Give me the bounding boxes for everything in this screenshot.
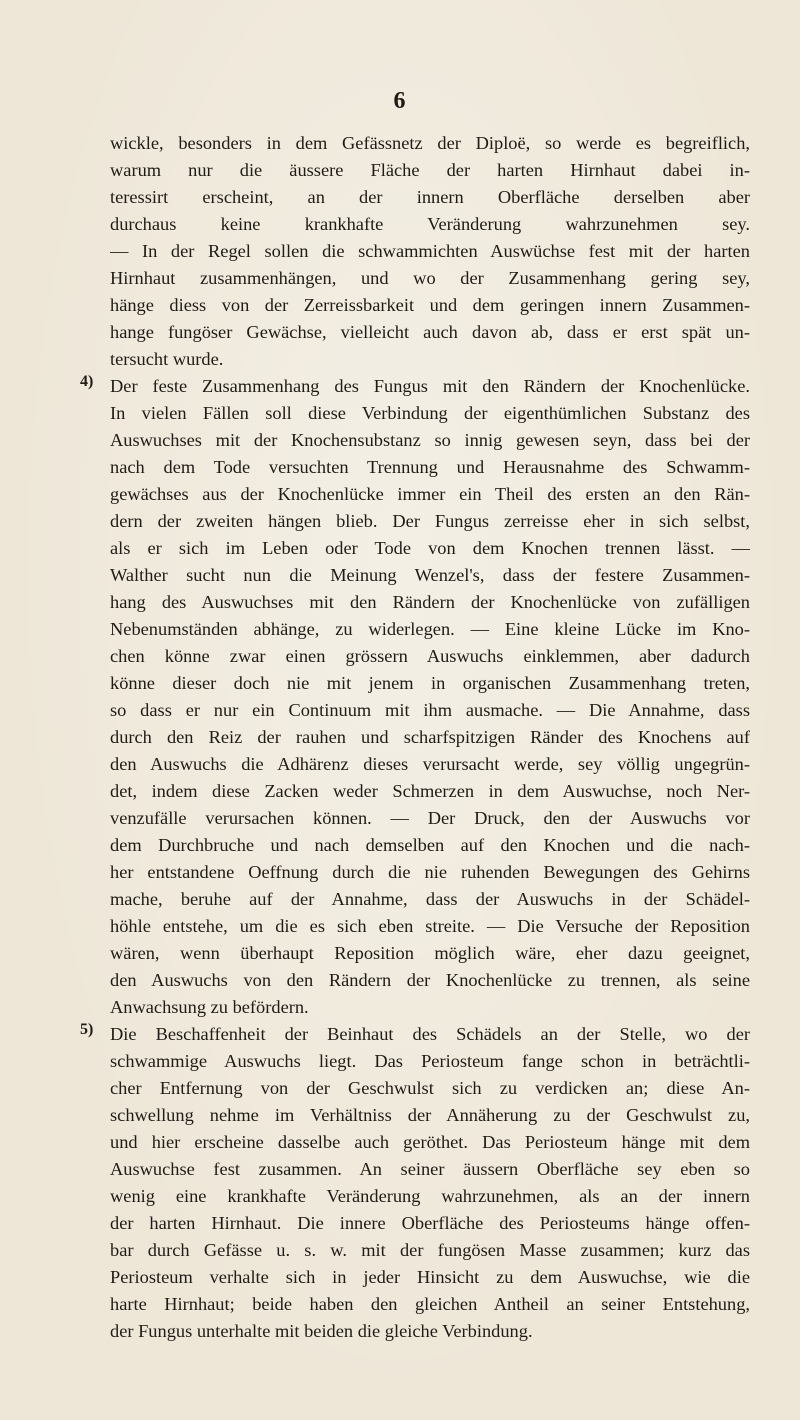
text-line: Die Beschaffenheit der Beinhaut des Schädels an der Stelle, wo der <box>110 1024 750 1044</box>
page-number: 6 <box>393 88 407 114</box>
text-line: In vielen Fällen soll diese Verbindung der eigenthümlichen Substanz des <box>110 403 750 423</box>
item-5 <box>80 1021 750 1048</box>
text-line: bar durch Gefässe u. s. w. mit der fungösen Masse zusammen; kurz das <box>110 1240 750 1260</box>
text-line: durchaus keine krankhafte Veränderung wahrzunehmen sey. <box>110 214 750 234</box>
text-line: könne dieser doch nie mit jenem in organischen Zusammenhang treten, <box>110 673 750 693</box>
text-line: her entstandene Oeffnung durch die nie ruhenden Bewegungen des Gehirns <box>110 862 750 882</box>
text-line: Anwachsung zu befördern. <box>110 997 309 1017</box>
text-line: gewächses aus der Knochenlücke immer ein Theil des ersten an den Rän- <box>110 484 750 504</box>
text-line: der Fungus unterhalte mit beiden die gleiche Verbindung. <box>110 1321 533 1341</box>
text-line: hange fungöser Gewächse, vielleicht auch davon ab, dass er erst spät un- <box>110 322 750 342</box>
text-line: Auswuchse fest zusammen. An seiner äussern Oberfläche sey eben so <box>110 1159 750 1179</box>
text-line: Auswuchses mit der Knochensubstanz so innig gewesen seyn, dass bei der <box>110 430 750 450</box>
text-line: Nebenumständen abhänge, zu widerlegen. — Eine kleine Lücke im Kno- <box>110 619 750 639</box>
text-line: teressirt erscheint, an der innern Oberfläche derselben aber <box>110 187 750 207</box>
text-line: Der feste Zusammenhang des Fungus mit den Rändern der Knochenlücke. <box>110 376 750 396</box>
text-line: chen könne zwar einen grössern Auswuchs einklemmen, aber dadurch <box>110 646 750 666</box>
text-line: schwellung nehme im Verhältniss der Annäherung zu der Geschwulst zu, <box>110 1105 750 1125</box>
text-line: wickle, besonders in dem Gefässnetz der Diploë, so werde es begreiflich, <box>110 133 750 153</box>
text-line: hänge diess von der Zerreissbarkeit und dem geringen innern Zusammen- <box>110 295 750 315</box>
text-line: als er sich im Leben oder Tode von dem Knochen trennen lässt. — <box>110 538 750 558</box>
item-number: 4) <box>80 373 94 390</box>
text-line: hang des Auswuchses mit den Rändern der Knochenlücke von zufälligen <box>110 592 750 612</box>
item-4 <box>80 373 750 400</box>
text-line: mache, beruhe auf der Annahme, dass der Auswuchs in der Schädel- <box>110 889 750 909</box>
text-line: warum nur die äussere Fläche der harten Hirnhaut dabei in- <box>110 160 750 180</box>
text-line: tersucht wurde. <box>110 349 224 369</box>
text-line: det, indem diese Zacken weder Schmerzen in dem Auswuchse, noch Ner- <box>110 781 750 801</box>
text-line: höhle entstehe, um die es sich eben streite. — Die Versuche der Reposition <box>110 916 750 936</box>
text-line: wenig eine krankhafte Veränderung wahrzunehmen, als an der innern <box>110 1186 750 1206</box>
body-text <box>80 130 750 1345</box>
text-line: dem Durchbruche und nach demselben auf den Knochen und die nach- <box>110 835 750 855</box>
text-line: Hirnhaut zusammenhängen, und wo der Zusammenhang gering sey, <box>110 268 750 288</box>
text-line: der harten Hirnhaut. Die innere Oberfläche des Periosteums hänge offen- <box>110 1213 750 1233</box>
text-line: durch den Reiz der rauhen und scharfspitzigen Ränder des Knochens auf <box>110 727 750 747</box>
text-line: so dass er nur ein Continuum mit ihm ausmache. — Die Annahme, dass <box>110 700 750 720</box>
text-line: — In der Regel sollen die schwammichten Auswüchse fest mit der harten <box>110 241 750 261</box>
item-number: 5) <box>80 1021 94 1038</box>
text-line: und hier erscheine dasselbe auch geröthet. Das Periosteum hänge mit dem <box>110 1132 750 1152</box>
text-line: Walther sucht nun die Meinung Wenzel's, dass der festere Zusammen- <box>110 565 750 585</box>
text-line: den Auswuchs von den Rändern der Knochenlücke zu trennen, als seine <box>110 970 750 990</box>
text-line: schwammige Auswuchs liegt. Das Periosteum fange schon in beträchtli- <box>110 1051 750 1071</box>
text-line: harte Hirnhaut; beide haben den gleichen Antheil an seiner Entstehung, <box>110 1294 750 1314</box>
text-line: venzufälle verursachen können. — Der Druck, den der Auswuchs vor <box>110 808 750 828</box>
text-line: nach dem Tode versuchten Trennung und Herausnahme des Schwamm- <box>110 457 750 477</box>
text-line: Periosteum verhalte sich in jeder Hinsicht zu dem Auswuchse, wie die <box>110 1267 750 1287</box>
text-line: den Auswuchs die Adhärenz dieses verursacht werde, sey völlig ungegrün- <box>110 754 750 774</box>
text-line: dern der zweiten hängen blieb. Der Fungus zerreisse eher in sich selbst, <box>110 511 750 531</box>
text-line: cher Entfernung von der Geschwulst sich zu verdicken an; diese An- <box>110 1078 750 1098</box>
text-line: wären, wenn überhaupt Reposition möglich wäre, eher dazu geeignet, <box>110 943 750 963</box>
